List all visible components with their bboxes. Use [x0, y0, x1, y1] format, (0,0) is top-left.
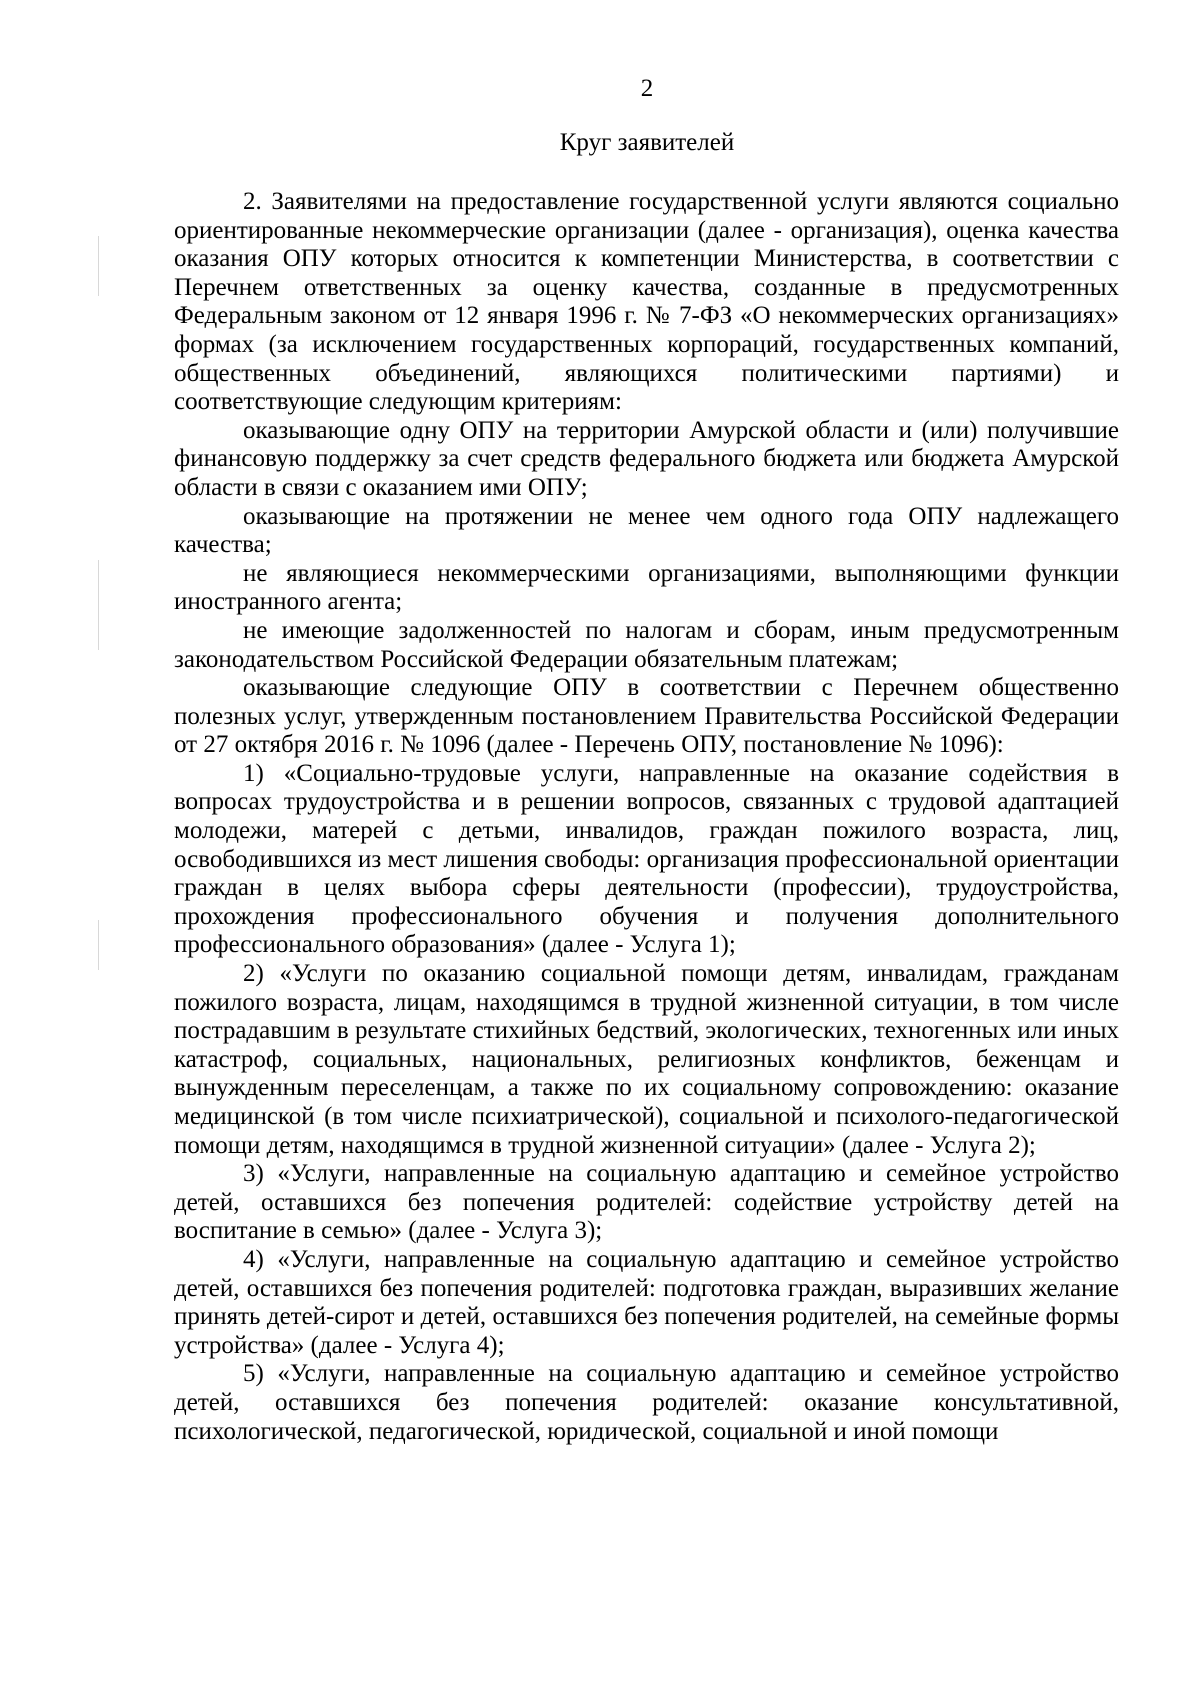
scan-mark [98, 236, 99, 296]
scan-mark [98, 560, 99, 650]
paragraph-criterion-no-debts: не имеющие задолженностей по налогам и сборам, иным предусмотренным законодательством Российской Федерации обязательным платежам; [174, 616, 1119, 673]
scan-mark [98, 920, 99, 970]
paragraph-service-5: 5) «Услуги, направленные на социальную адаптацию и семейное устройство детей, оставшихся без попечения родителей: оказание консультативной, психологической, педагогической, юридической, социальной и иной помощи [174, 1360, 1119, 1445]
paragraph-service-2: 2) «Услуги по оказанию социальной помощи детям, инвалидам, гражданам пожилого возраста, лицам, находящимся в трудной жизненной ситуации, в том числе пострадавшим в результате стихийных бедствий, экологических, техногенных или иных катастроф, социальных, национальных, религиозных конфликтов, беженцам и вынужденным переселенцам, а также по их социальному сопровождению: оказание медицинской (в том числе психиатрической), социальной и психолого-педагогической помощи детям, находящимся в трудной жизненной ситуации» (далее - Услуга 2); [174, 960, 1119, 1159]
paragraph-criterion-one-service: оказывающие одну ОПУ на территории Амурской области и (или) получившие финансовую поддержку за счет средств федерального бюджета или бюджета Амурской области в связи с оказанием ими ОПУ; [174, 416, 1119, 501]
paragraph-criterion-not-foreign-agent: не являющиеся некоммерческими организациями, выполняющими функции иностранного агента; [174, 559, 1119, 616]
paragraph-applicants: 2. Заявителями на предоставление государственной услуги являются социально ориентированные некоммерческие организации (далее - организация), оценка качества оказания ОПУ которых относится к компетенции Министерства, в соответствии с Перечнем ответственных за оценку качества, созданные в предусмотренных Федеральным законом от 12 января 1996 г. № 7-ФЗ «О некоммерческих организациях» формах (за исключением государственных корпораций, государственных компаний, общественных объединений, являющихся политическими партиями) и соответствующие следующим критериям: [174, 188, 1119, 416]
document-body [174, 188, 1119, 1446]
section-title: Круг заявителей [559, 129, 735, 156]
paragraph-service-1: 1) «Социально-трудовые услуги, направленные на оказание содействия в вопросах трудоустройства и в решении вопросов, связанных с трудовой адаптацией молодежи, матерей с детьми, инвалидов, граждан пожилого возраста, лиц, освободившихся из мест лишения свободы: организация профессиональной ориентации граждан в целях выбора сферы деятельности (профессии), трудоустройства, прохождения профессионального обучения и получения дополнительного профессионального образования» (далее - Услуга 1); [174, 759, 1119, 959]
paragraph-criterion-services-list: оказывающие следующие ОПУ в соответствии с Перечнем общественно полезных услуг, утвержденным постановлением Правительства Российской Федерации от 27 октября 2016 г. № 1096 (далее - Перечень ОПУ, постановление № 1096): [174, 674, 1119, 759]
page-number: 2 [640, 75, 654, 102]
paragraph-service-4: 4) «Услуги, направленные на социальную адаптацию и семейное устройство детей, оставшихся без попечения родителей: подготовка граждан, выразивших желание принять детей-сирот и детей, оставшихся без попечения родителей, на семейные формы устройства» (далее - Услуга 4); [174, 1245, 1119, 1359]
paragraph-criterion-one-year: оказывающие на протяжении не менее чем одного года ОПУ надлежащего качества; [174, 502, 1119, 559]
paragraph-service-3: 3) «Услуги, направленные на социальную адаптацию и семейное устройство детей, оставшихся без попечения родителей: содействие устройству детей на воспитание в семью» (далее - Услуга 3); [174, 1160, 1119, 1245]
